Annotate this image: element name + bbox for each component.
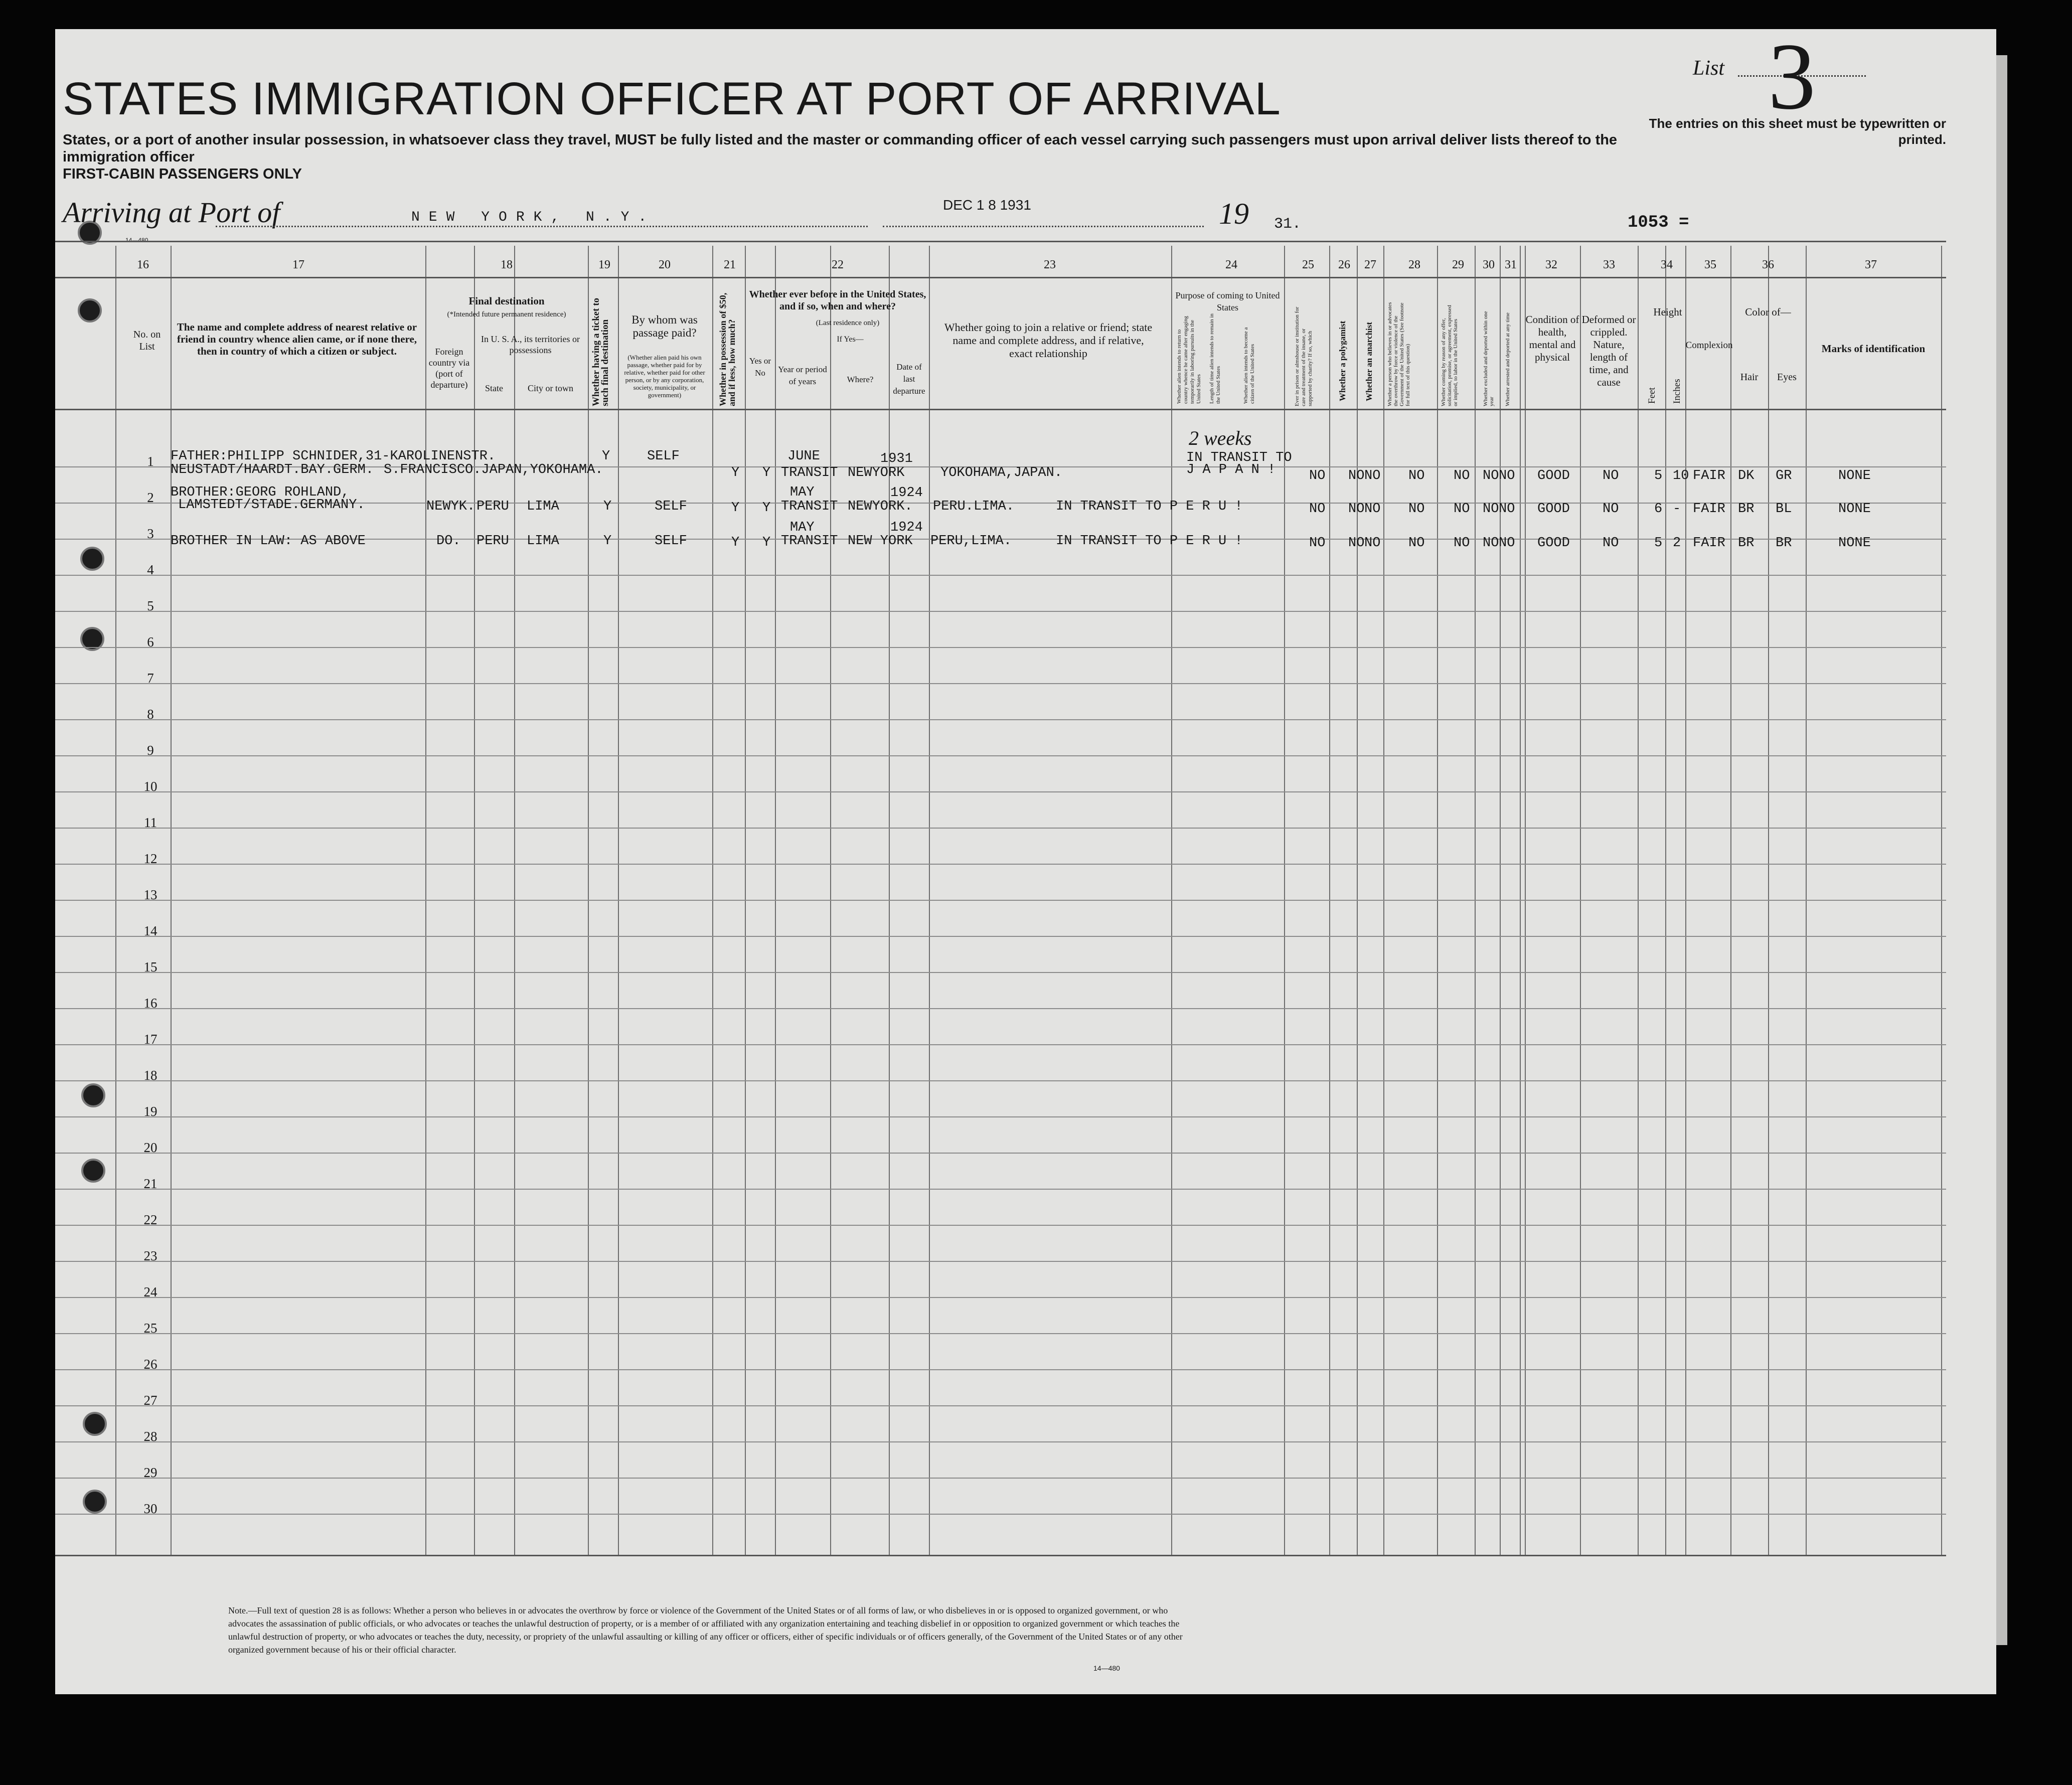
entry-c22-year-top: MAY	[790, 485, 815, 500]
entry-c19: Y	[602, 449, 610, 464]
colnum-35: 35	[1704, 258, 1716, 271]
grid-row-line	[55, 1441, 1946, 1442]
entry-c24-handwritten: 2 weeks	[1189, 427, 1252, 449]
entry-c29: NO	[1454, 502, 1470, 517]
sheet-edge	[1996, 55, 2007, 1645]
grid-row-line	[55, 1080, 1946, 1081]
row-number: 27	[143, 1393, 157, 1408]
colnum-34: 34	[1661, 258, 1673, 271]
entry-c17-line1: BROTHER IN LAW: AS ABOVE	[171, 534, 366, 549]
grid-row-line	[55, 647, 1946, 648]
header-c35: Complexion	[1685, 340, 1733, 351]
row-number: 18	[143, 1068, 157, 1083]
row-number: 4	[147, 562, 154, 577]
colnum-32: 32	[1545, 258, 1557, 271]
header-c30: Whether excluded and deported within one year	[1483, 311, 1495, 406]
colnum-23: 23	[1044, 258, 1056, 271]
row-number: 23	[143, 1248, 157, 1263]
grid-row-line	[55, 936, 1946, 937]
header-c36-title: Color of—	[1745, 306, 1791, 318]
grid-row-line	[55, 972, 1946, 973]
header-c22-where: Where?	[847, 375, 874, 384]
entry-c18-state: PERU	[476, 499, 509, 514]
header-c34-feet: Feet	[1647, 387, 1657, 404]
port-dotted-line	[216, 226, 868, 227]
entry-c22-year: TRANSIT	[781, 534, 838, 549]
header-c34-title: Height	[1653, 306, 1682, 318]
punch-hole	[81, 1159, 105, 1183]
header-c36-eyes: Eyes	[1777, 372, 1797, 383]
entry-c25: NO	[1309, 536, 1326, 551]
entry-c27: NO	[1364, 468, 1381, 483]
entry-c28: NO	[1408, 502, 1425, 517]
grid-row-line	[55, 575, 1946, 576]
header-c34-inches: Inches	[1672, 379, 1682, 404]
header-c20-title: By whom was passage paid?	[631, 313, 698, 339]
header-c33: Deformed or crippled. Nature, length of time, and cause	[1581, 313, 1636, 388]
colnum-20: 20	[659, 258, 671, 271]
entry-c21: Y	[731, 465, 740, 480]
subtitle-line2: FIRST-CABIN PASSENGERS ONLY	[63, 166, 302, 182]
entry-c36-eyes: GR	[1776, 468, 1792, 483]
entry-c18-city: LIMA	[527, 499, 559, 514]
grid-row-line	[55, 1369, 1946, 1370]
punch-hole	[83, 1412, 107, 1436]
entry-c33: NO	[1603, 502, 1619, 517]
entry-c24: IN TRANSIT TO	[1186, 450, 1292, 465]
row-number: 10	[143, 779, 157, 794]
entry-c21: Y	[731, 501, 740, 516]
row-number: 26	[143, 1357, 157, 1372]
entry-c21: Y	[731, 535, 740, 550]
header-c17: The name and complete address of nearest relative or friend in country whence alien came, or if none there, then in country of which a citizen or subject.	[177, 321, 417, 357]
colnum-21: 21	[724, 258, 736, 271]
entry-c26: NO	[1348, 536, 1365, 551]
entry-c22-yes: Y	[762, 501, 771, 516]
entry-c18-foreign: NEWYK.	[426, 499, 475, 514]
entry-c22-where: NEWYORK	[848, 465, 905, 480]
grid-row-line	[55, 1153, 1946, 1154]
entry-c22-year: TRANSIT	[781, 499, 838, 514]
header-c22-title: Whether ever before in the United States, and if so, when and where?	[749, 289, 926, 312]
colnum-18: 18	[501, 258, 513, 271]
grid-row-line	[55, 1008, 1946, 1009]
grid-row-line	[55, 1405, 1946, 1406]
list-label: List	[1693, 57, 1725, 80]
entry-c34-feet: 5	[1654, 468, 1663, 483]
entry-c22-year-top: MAY	[790, 520, 815, 535]
header-c26: Whether a polygamist	[1338, 320, 1347, 401]
header-c24-a: Whether alien intends to return to country whence he came after engaging temporarily in laboring pursuits in the United States	[1176, 316, 1202, 404]
entry-c32: GOOD	[1537, 468, 1570, 483]
manifest-sheet	[55, 24, 1996, 1694]
grid-row-line	[55, 1333, 1946, 1334]
colnum-16: 16	[137, 258, 149, 271]
row-number: 1	[147, 454, 154, 469]
header-c22-sub: (Last residence only)	[816, 319, 880, 327]
entry-c19: Y	[603, 534, 612, 549]
header-c36-hair: Hair	[1740, 372, 1759, 383]
entry-c37: NONE	[1838, 502, 1871, 517]
colnum-22: 22	[832, 258, 844, 271]
entry-c19: Y	[603, 499, 612, 514]
header-c24-title: Purpose of coming to United States	[1175, 290, 1280, 312]
colnum-24: 24	[1225, 258, 1237, 271]
colnum-19: 19	[598, 258, 610, 271]
entry-c28: NO	[1408, 536, 1425, 551]
entry-c22-yes: Y	[762, 465, 771, 480]
entry-c34-inches: 10	[1673, 468, 1689, 483]
year-suffix: 31.	[1274, 216, 1302, 233]
entry-c37: NONE	[1838, 468, 1871, 483]
subtitle-line1: States, or a port of another insular possession, in whatsoever class they travel, MUST be fully listed and the master or commanding officer of each vessel carrying such passengers must upon arrival deliver lists thereof to the immigration officer	[63, 132, 1618, 165]
header-c31: Whether arrested and deported at any time	[1505, 312, 1511, 406]
form-title: STATES IMMIGRATION OFFICER AT PORT OF ARRIVAL	[63, 73, 1281, 124]
entry-c36-hair: DK	[1738, 468, 1755, 483]
entry-c35: FAIR	[1693, 502, 1725, 517]
grid-row-line	[55, 1297, 1946, 1298]
header-c23: Whether going to join a relative or friend; state name and complete address, and if relative, exact relationship	[944, 321, 1153, 360]
colnum-33: 33	[1603, 258, 1615, 271]
entry-c17-line2: LAMSTEDT/STADE.GERMANY.	[178, 498, 365, 513]
colnum-37: 37	[1865, 258, 1877, 271]
row-number: 11	[144, 815, 157, 830]
grid-horizontal-line	[55, 241, 1946, 242]
row-number: 8	[147, 707, 154, 722]
header-c18-state: State	[485, 383, 503, 393]
entry-c22-date: 1924	[890, 520, 923, 535]
row-number: 14	[143, 923, 157, 938]
row-number: 29	[143, 1465, 157, 1480]
header-c24-b: Length of time alien intends to remain in the United States	[1209, 313, 1221, 404]
grid-row-line	[55, 1189, 1946, 1190]
entry-c23: PERU.LIMA.	[933, 499, 1015, 514]
grid-row-line	[55, 1261, 1946, 1262]
page-number: 1053 =	[1628, 213, 1689, 232]
row-number: 9	[147, 743, 154, 758]
entry-c22-where: NEWYORK.	[848, 499, 913, 514]
grid-row-line	[55, 828, 1946, 829]
row-number: 21	[143, 1176, 157, 1191]
grid-row-line	[55, 1044, 1946, 1045]
header-c22-date: Date of last departure	[893, 362, 925, 396]
header-c16: No. on List	[133, 329, 161, 352]
entry-c30: NO	[1483, 502, 1499, 517]
entry-c20: SELF	[655, 499, 687, 514]
row-number: 12	[143, 851, 157, 866]
entry-c27: NO	[1364, 536, 1381, 551]
entry-c30: NO	[1483, 536, 1499, 551]
entry-c23: YOKOHAMA,JAPAN.	[940, 465, 1063, 480]
punch-hole	[78, 298, 102, 322]
grid-bottom-line	[55, 1555, 1946, 1556]
header-c18-title: Final destination	[468, 295, 545, 307]
header-c18-sub: (*Intended future permanent residence)	[447, 310, 566, 318]
entry-c36-hair: BR	[1738, 536, 1755, 551]
header-c22-ifyes: If Yes—	[837, 335, 864, 344]
entry-c31: NO	[1499, 502, 1515, 517]
entry-c22-date: 1931	[880, 451, 913, 466]
header-c18-usa: In U. S. A., its territories or possessions	[481, 334, 580, 355]
row-number: 20	[143, 1140, 157, 1155]
punch-hole	[80, 547, 104, 571]
grid-row-line	[55, 1478, 1946, 1479]
colnum-26: 26	[1338, 258, 1350, 271]
list-number: 3	[1768, 24, 1816, 129]
header-c18-city: City or town	[527, 383, 573, 393]
colnum-31: 31	[1505, 258, 1517, 271]
row-number: 24	[143, 1284, 157, 1300]
header-c24-c: Whether alien intends to become a citizen of the United States	[1243, 327, 1255, 404]
entry-c17-line2: NEUSTADT/HAARDT.BAY.GERM.	[171, 462, 374, 477]
entry-c29: NO	[1454, 536, 1470, 551]
port-value: NEW YORK, N.Y.	[411, 210, 656, 225]
entry-c25: NO	[1309, 502, 1326, 517]
row-number: 2	[147, 490, 154, 505]
header-c25: Ever in prison or almshouse or institution for care and treatment of the insane, or supported by charity? If so, which	[1294, 306, 1313, 406]
row-number: 13	[143, 887, 157, 902]
entry-c35: FAIR	[1693, 468, 1725, 483]
form-number: 14—480	[1093, 1664, 1120, 1672]
entry-c31: NO	[1499, 468, 1515, 483]
entry-c24-b: J A P A N !	[1186, 462, 1276, 477]
row-number: 16	[143, 996, 157, 1011]
form-subtitle	[63, 131, 1628, 183]
entry-c26: NO	[1348, 468, 1365, 483]
colnum-36: 36	[1762, 258, 1774, 271]
grid-row-line	[55, 611, 1946, 612]
colnum-25: 25	[1302, 258, 1314, 271]
row-number: 30	[143, 1501, 157, 1516]
grid-row-line	[55, 755, 1946, 756]
row-number: 6	[147, 634, 154, 650]
grid-row-line	[55, 900, 1946, 901]
grid-row-line	[55, 864, 1946, 865]
row-number: 17	[143, 1032, 157, 1047]
typewritten-instructions: The entries on this sheet must be typewritten or printed.	[1649, 116, 1946, 147]
entry-c18-foreign: S.FRANCISCO.JAPAN,YOKOHAMA.	[384, 462, 603, 477]
entry-c27: NO	[1364, 502, 1381, 517]
grid-row-line	[55, 719, 1946, 720]
footnote-question-28: Note.—Full text of question 28 is as follows: Whether a person who believes in or advocates the overthrow by force or violence of the Government of the United States or of all forms of law, or who disbelieves in or is opposed to organized government, or who advocates the assassination of public officials, or who advocates or teaches the unlawful destruction of property, or is a member of or affiliated with any organization entertaining and teaching disbelief in or opposition to organized government or which teaches the unlawful destruction of property, or who advocates or teaches the duty, necessity, or propriety of the unlawful assaulting or killing of any officer or officers, either of specific individuals or of officers generally, of the Government of the United States or of any other organized government because of his or their official character.	[228, 1605, 1183, 1655]
entry-c28: NO	[1408, 468, 1425, 483]
entry-c36-hair: BR	[1738, 502, 1755, 517]
row-number: 22	[143, 1212, 157, 1227]
punch-hole	[81, 1083, 105, 1107]
entry-c36-eyes: BR	[1776, 536, 1792, 551]
header-c19: Whether having a ticket to such final destination	[591, 297, 610, 406]
row-number: 19	[143, 1104, 157, 1119]
colnum-29: 29	[1452, 258, 1464, 271]
entry-c36-eyes: BL	[1776, 502, 1792, 517]
entry-c32: GOOD	[1537, 502, 1570, 517]
entry-c22-year-top: JUNE	[787, 449, 820, 464]
grid-row-line	[55, 791, 1946, 792]
entry-c37: NONE	[1838, 536, 1871, 551]
year-prefix: 19	[1219, 197, 1249, 230]
grid-horizontal-line	[55, 277, 1946, 278]
entry-c25: NO	[1309, 468, 1326, 483]
row-number: 5	[147, 598, 154, 613]
row-number: 3	[147, 526, 154, 541]
grid-row-line	[55, 683, 1946, 684]
header-c20-sub: (Whether alien paid his own passage, whether paid for by relative, whether paid for other person, or by any corporation, society, municipality, or government)	[624, 354, 705, 399]
header-c21: Whether in possession of $50, and if less, how much?	[718, 292, 737, 406]
grid-horizontal-line	[55, 409, 1946, 410]
arriving-label: Arriving at Port of	[63, 196, 280, 229]
header-c29: Whether coming by reason of any offer, solicitation, promise, or agreement, expressed or implied, to labor in the United States	[1441, 305, 1459, 406]
entry-c29: NO	[1454, 468, 1470, 483]
entry-c34-feet: 6	[1654, 502, 1663, 517]
entry-c22-where: NEW YORK	[848, 534, 913, 549]
row-number: 28	[143, 1429, 157, 1444]
entry-c33: NO	[1603, 468, 1619, 483]
date-dotted-line	[883, 226, 1204, 227]
form-number-top: 14—480	[125, 237, 148, 244]
entry-c31: NO	[1499, 536, 1515, 551]
entry-c26: NO	[1348, 502, 1365, 517]
header-c18-foreign: Foreign country via (port of departure)	[428, 347, 470, 390]
entry-c17-line1: FATHER:PHILIPP SCHNIDER,31-KAROLINENSTR.	[171, 449, 496, 464]
row-number: 7	[147, 671, 154, 686]
header-c27: Whether an anarchist	[1364, 321, 1374, 401]
entry-c30: NO	[1483, 468, 1499, 483]
entry-c20: SELF	[655, 534, 687, 549]
entry-c24: IN TRANSIT TO P E R U !	[1056, 499, 1243, 514]
entry-c20: SELF	[647, 449, 680, 464]
entry-c18-state: PERU	[476, 534, 509, 549]
date-stamp: DEC 1 8 1931	[943, 197, 1031, 213]
colnum-27: 27	[1364, 258, 1376, 271]
entry-c24: IN TRANSIT TO P E R U !	[1056, 534, 1243, 549]
entry-c18-city: LIMA	[527, 534, 559, 549]
header-c28: Whether a person who believes in or advocates the overthrow by force or violence of the Government of the United States (See footnote for full text of this question)	[1387, 302, 1411, 406]
entry-c23: PERU,LIMA.	[930, 534, 1012, 549]
colnum-28: 28	[1408, 258, 1420, 271]
row-number: 15	[143, 959, 157, 975]
entry-c33: NO	[1603, 536, 1619, 551]
entry-c34-feet: 5	[1654, 536, 1663, 551]
colnum-30: 30	[1483, 258, 1495, 271]
header-c22-year: Year or period of years	[778, 365, 827, 386]
entry-c22-date: 1924	[890, 485, 923, 501]
entry-c34-inches: 2	[1673, 536, 1681, 551]
entry-c34-inches: -	[1673, 502, 1681, 517]
grid-row-line	[55, 1514, 1946, 1515]
grid-row-line	[55, 1225, 1946, 1226]
entry-c32: GOOD	[1537, 536, 1570, 551]
header-c32: Condition of health, mental and physical	[1525, 313, 1579, 363]
entry-c18-foreign: DO.	[436, 534, 461, 549]
colnum-17: 17	[292, 258, 304, 271]
entry-c17-line1: BROTHER:GEORG ROHLAND,	[171, 485, 350, 500]
grid-row-line	[55, 1116, 1946, 1117]
punch-hole	[83, 1490, 107, 1514]
entry-c22-yes: Y	[762, 535, 771, 550]
header-c22-yesno: Yes or No	[749, 356, 771, 378]
entry-c35: FAIR	[1693, 536, 1725, 551]
header-c37: Marks of identification	[1821, 343, 1926, 355]
entry-c22-year: TRANSIT	[781, 465, 838, 480]
row-number: 25	[143, 1321, 157, 1336]
